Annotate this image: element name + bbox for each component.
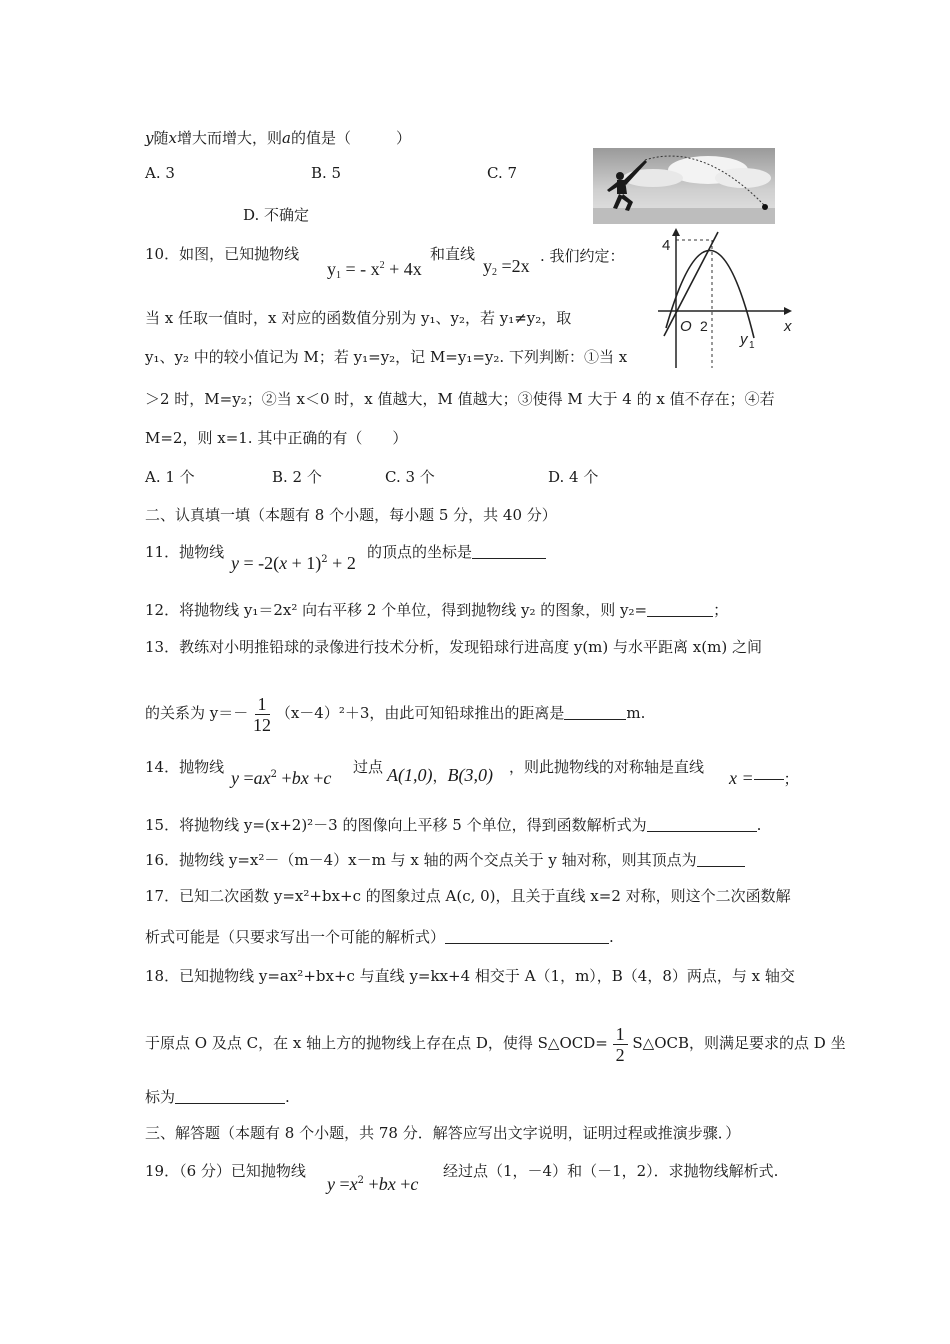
q9-option-b: B. 5	[311, 164, 342, 182]
q11-tail: 的顶点的坐标是	[367, 542, 546, 562]
q19-stem: 19．（6 分）已知抛物线	[145, 1162, 306, 1180]
q12-stem: 12．将抛物线 y₁＝2x² 向右平移 2 个单位，得到抛物线 y₂ 的图象，则 y₂= ；	[145, 601, 729, 619]
q10-line2: 当 x 任取一值时，x 对应的函数值分别为 y₁、y₂，若 y₁≠y₂，取	[145, 309, 572, 327]
q9-option-a: A. 3	[145, 164, 175, 182]
q14-answer-blank[interactable]	[754, 765, 784, 780]
q18-fraction: $\frac{1}{2}$	[613, 1024, 628, 1065]
label-y1-sub: 1	[749, 340, 755, 351]
q18-line1: 18．已知抛物线 y=ax²+bx+c 与直线 y=kx+4 相交于 A（1，m），B（4，8）两点，与 x 轴交	[145, 967, 795, 985]
q10-option-a: A. 1 个	[145, 468, 195, 486]
q16-answer-blank[interactable]	[697, 852, 745, 867]
q14-x-equals: x = ；	[729, 765, 799, 789]
q18-answer-blank[interactable]	[175, 1089, 285, 1104]
q18-line3: 标为 .	[145, 1088, 290, 1106]
q10-and-line: 和直线	[430, 245, 476, 263]
q13-line1: 13．教练对小明推铅球的录像进行技术分析，发现铅球行进高度 y(m) 与水平距离 x(m) 之间	[145, 638, 762, 656]
q16-stem: 16．抛物线 y=x²－（m－4）x－m 与 x 轴的两个交点关于 y 轴对称，则其顶点为	[145, 850, 745, 870]
q10-line1: 10．如图，已知抛物线	[145, 245, 300, 263]
q19-expression: $y =x^2 +bx +c$	[327, 1174, 419, 1194]
q14-points: A(1,0)，B(3,0)	[387, 765, 493, 785]
q14-expression: $y =ax^2 +bx +c$	[231, 768, 332, 788]
q18-line2: 于原点 O 及点 C，在 x 轴上方的抛物线上存在点 D，使得 S△OCD= $\frac{1}{2}$ S△OCB，则满足要求的点 D 坐	[145, 1023, 846, 1065]
q10-option-b: B. 2 个	[272, 468, 322, 486]
q11-stem: 11．抛物线	[145, 543, 225, 561]
q10-y2-expression: $y_2 =2x$	[483, 256, 530, 278]
q15-answer-blank[interactable]	[647, 817, 757, 832]
label-x: x	[784, 318, 792, 335]
section2-heading: 二、认真填一填（本题有 8 个小题，每小题 5 分，共 40 分）	[145, 506, 557, 524]
q10-y1-expression: $y_1$ = - $x^2 + 4x$	[327, 259, 422, 281]
q10-line5: M=2，则 x=1. 其中正确的有（ ）	[145, 429, 408, 447]
shot-put-photo	[593, 148, 775, 224]
label-origin: O	[680, 318, 692, 335]
q9-option-c: C. 7	[487, 164, 518, 182]
q10-agree: . 我们约定：	[540, 247, 625, 265]
q9-option-d: D. 不确定	[243, 206, 310, 224]
q14-stem: 14．抛物线	[145, 758, 225, 776]
q19-tail: 经过点（1，－4）和（－1，2）．求抛物线解析式.	[443, 1162, 779, 1180]
q13-answer-blank[interactable]	[564, 705, 626, 720]
label-y1: y	[740, 331, 748, 348]
x-axis-arrow	[784, 307, 792, 315]
q15-stem: 15．将抛物线 y=(x+2)²－3 的图像向上平移 5 个单位，得到函数解析式为 .	[145, 816, 762, 834]
q10-option-c: C. 3 个	[385, 468, 435, 486]
q10-option-d: D. 4 个	[548, 468, 599, 486]
q10-line3: y₁、y₂ 中的较小值记为 M；若 y₁=y₂，记 M=y₁=y₂. 下列判断：①当 x	[145, 348, 628, 366]
q13-line2: 的关系为 y＝－ $\frac{1}{12}$ （x－4）²＋3，由此可知铅球推出的距离是 m.	[145, 693, 646, 735]
label-4: 4	[662, 237, 671, 254]
label-2: 2	[700, 318, 708, 334]
q17-line1: 17．已知二次函数 y=x²+bx+c 的图象过点 A(c, 0)，且关于直线 x=2 对称，则这个二次函数解	[145, 887, 791, 905]
q14-mid: 过点	[353, 758, 384, 776]
q13-fraction: $\frac{1}{12}$	[253, 693, 272, 735]
parabola-line-graph	[658, 228, 798, 370]
q14-tail: ，则此抛物线的对称轴是直线	[509, 758, 705, 776]
y-axis-arrow	[672, 228, 680, 236]
q11-answer-blank[interactable]	[472, 544, 546, 559]
section3-heading: 三、解答题（本题有 8 个小题，共 78 分．解答应写出文字说明，证明过程或推演步骤．）	[145, 1124, 741, 1142]
q10-line4: ＞2 时，M=y₂；②当 x＜0 时，x 值越大，M 值越大；③使得 M 大于 4 的 x 值不存在；④若	[145, 390, 775, 408]
q11-expression: $y = -2(x + 1)^2 + 2$	[231, 553, 356, 573]
q17-line2: 析式可能是（只要求写出一个可能的解析式） .	[145, 928, 614, 946]
q17-answer-blank[interactable]	[445, 929, 609, 944]
q9-stem: y随x增大而增大，则a的值是（ ）	[145, 129, 411, 147]
q12-answer-blank[interactable]	[647, 602, 713, 617]
